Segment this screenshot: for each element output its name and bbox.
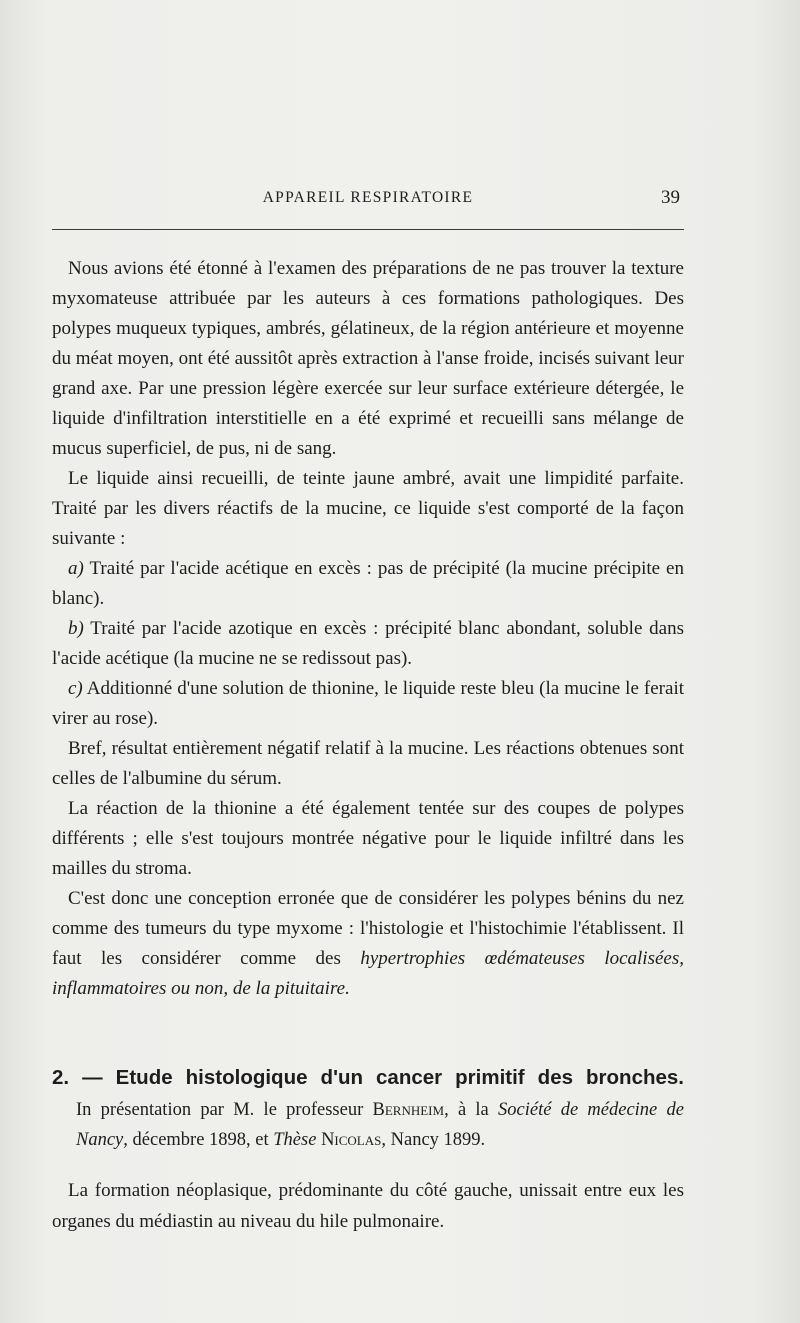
body-text [52, 254, 684, 1004]
source-name-nicolas: Nicolas [321, 1130, 382, 1150]
list-text-c: Additionné d'une solution de thionine, le liquide reste bleu (la mucine le ferait virer au rose). [52, 678, 684, 729]
running-head [52, 187, 684, 211]
list-letter-b: b) [68, 618, 84, 639]
running-title: APPAREIL RESPIRATOIRE [262, 189, 474, 206]
paragraph-5-italic: hypertrophies œdémateuses localisées, inflammatoires ou non, de la pituitaire. [52, 948, 684, 999]
list-letter-a: a) [68, 558, 84, 579]
paragraph-2: Le liquide ainsi recueilli, de teinte jaune ambré, avait une limpidité parfaite. Traité par les divers réactifs de la mucine, ce liquide s'est comporté de la façon suivante : [52, 468, 684, 549]
source-these: Thèse [273, 1130, 317, 1150]
source-name-bernheim: Bernheim [372, 1100, 445, 1120]
header-rule [52, 229, 684, 230]
section-text [52, 1175, 684, 1237]
list-item-a [52, 554, 684, 614]
paragraph-3: Bref, résultat entièrement négatif relatif à la mucine. Les réactions obtenues sont celles de l'albumine du sérum. [52, 738, 684, 789]
list-text-a: Traité par l'acide acétique en excès : pas de précipité (la mucine précipite en blanc). [52, 558, 684, 609]
section-paragraph: La formation néoplasique, prédominante du côté gauche, unissait entre eux les organes du médiastin au niveau du hile pulmonaire. [52, 1180, 684, 1232]
source-mid: , à la [444, 1100, 499, 1120]
section-source [52, 1095, 684, 1155]
list-item-b [52, 614, 684, 674]
list-text-b: Traité par l'acide azotique en excès : précipité blanc abondant, soluble dans l'acide acétique (la mucine ne se redissout pas). [52, 618, 684, 669]
source-end: , Nancy 1899. [381, 1130, 486, 1150]
source-society: Société de médecine de Nancy [76, 1100, 684, 1150]
paragraph-5 [52, 884, 684, 1004]
paragraph-1: Nous avions été étonné à l'examen des préparations de ne pas trouver la texture myxomateuse attribuée par les auteurs à ces formations pathologiques. Des polypes muqueux typiques, ambrés, gélatineux, de la région antérieure et moyenne du méat moyen, ont été aussitôt après extraction à l'anse froide, incisés suivant leur grand axe. Par une pression légère exercée sur leur surface extérieure détergée, le liquide d'infiltration interstitielle en a été exprimé et recueilli sans mélange de mucus superficiel, de pus, ni de sang. [52, 258, 684, 459]
list-letter-c: c) [68, 678, 83, 699]
paragraph-4: La réaction de la thionine a été également tentée sur des coupes de polypes différents ; elle s'est toujours montrée négative pour le liquide infiltré dans les mailles du stroma. [52, 798, 684, 879]
list-item-c [52, 674, 684, 734]
paragraph-5-text: C'est donc une conception erronée que de considérer les polypes bénins du nez comme des tumeurs du type myxome : l'histologie et l'histochimie l'établissent. Il faut les considérer comme des [52, 888, 684, 969]
page-number: 39 [661, 187, 680, 208]
section-heading: 2. — Etude histologique d'un cancer primitif des bronches. [52, 1066, 684, 1089]
source-mid2: , décembre 1898, et [123, 1130, 274, 1150]
source-prefix: In présentation par M. le professeur [76, 1100, 373, 1120]
section-2 [52, 1063, 684, 1237]
